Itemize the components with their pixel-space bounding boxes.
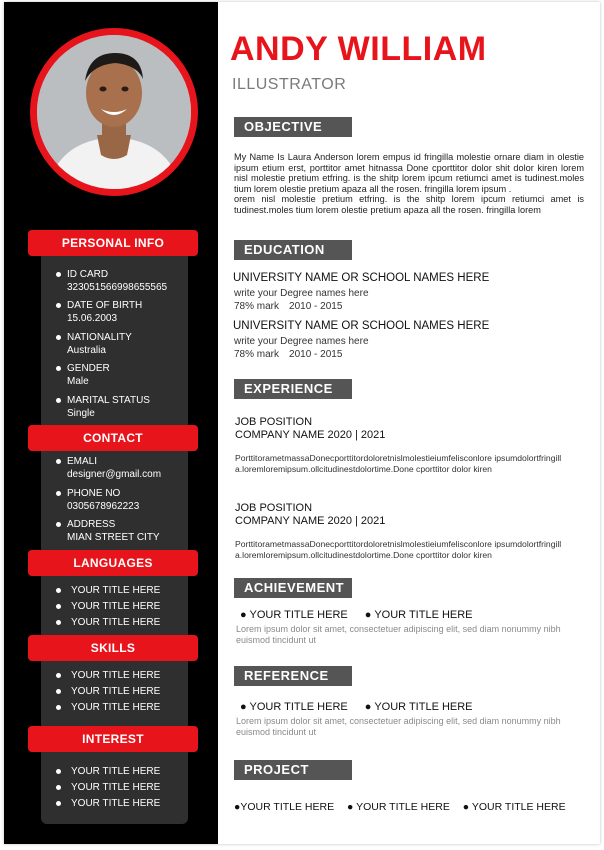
experience-position	[235, 502, 385, 528]
project-item: ● YOUR TITLE HERE	[347, 801, 450, 813]
reference-item: ● YOUR TITLE HERE	[364, 701, 473, 713]
language-label: YOUR TITLE HERE	[71, 585, 161, 596]
skill-item	[56, 670, 160, 682]
personal-info-header: PERSONAL INFO	[28, 230, 198, 256]
reference-text: Lorem ipsum dolor sit amet, consectetuer adipiscing elit, sed diam nonummy nibh euismod tincidunt ut	[236, 716, 561, 737]
job-position: JOB POSITION	[235, 416, 313, 428]
project-label: YOUR TITLE HERE	[356, 801, 450, 813]
project-item: ● YOUR TITLE HERE	[462, 801, 566, 813]
contact-label: ADDRESS	[67, 519, 116, 530]
info-id-card	[56, 269, 167, 294]
bullet-icon	[56, 801, 61, 806]
interest-header: INTEREST	[28, 726, 198, 752]
job-position: JOB POSITION	[235, 502, 313, 514]
bullet-icon	[56, 459, 61, 464]
info-value: Single	[67, 407, 95, 419]
project-items	[234, 801, 576, 813]
language-item	[56, 585, 160, 597]
achievement-item: ● YOUR TITLE HERE	[240, 609, 348, 621]
education-mark	[234, 349, 342, 360]
achievement-text: Lorem ipsum dolor sit amet, consectetuer adipiscing elit, sed diam nonummy nibh euismod tincidunt ut	[236, 624, 561, 645]
experience-header: EXPERIENCE	[234, 379, 352, 399]
candidate-role: ILLUSTRATOR	[232, 76, 347, 93]
sidebar	[4, 2, 218, 844]
education-degree: write your Degree names here	[234, 288, 369, 299]
reference-items	[240, 701, 487, 713]
info-label: ID CARD	[67, 269, 109, 280]
achievement-header: ACHIEVEMENT	[234, 578, 352, 598]
info-label: NATIONALITY	[67, 332, 132, 343]
interest-label: YOUR TITLE HERE	[71, 766, 161, 777]
reference-label: YOUR TITLE HERE	[249, 701, 348, 713]
project-header: PROJECT	[234, 760, 352, 780]
contact-address	[56, 519, 160, 544]
profile-photo	[37, 35, 191, 189]
info-label: GENDER	[67, 363, 110, 374]
achievement-label: YOUR TITLE HERE	[374, 609, 473, 621]
skill-label: YOUR TITLE HERE	[71, 670, 161, 681]
skill-label: YOUR TITLE HERE	[71, 686, 161, 697]
contact-header: CONTACT	[28, 425, 198, 451]
company-name: COMPANY NAME 2020 | 2021	[235, 429, 386, 441]
experience-description: PorttitorametmassaDonecporttitordoloretnislmolestieiumfelisconlore ipsumdolortfringilla.loremloremipsum.ollcitudinestdolortime.Done cporttitor dolor kiren	[235, 453, 562, 474]
candidate-name: ANDY WILLIAM	[230, 30, 487, 68]
info-value: 323051566998655565	[67, 281, 168, 293]
education-mark-value: 78% mark	[234, 301, 280, 312]
project-label: YOUR TITLE HERE	[471, 801, 566, 813]
info-date-of-birth	[56, 300, 142, 325]
contact-label: EMALI	[67, 456, 98, 467]
contact-value: 0305678962223	[67, 500, 140, 512]
info-label: DATE OF BIRTH	[67, 300, 143, 311]
achievement-item: ● YOUR TITLE HERE	[364, 609, 473, 621]
bullet-icon	[56, 673, 61, 678]
profile-photo-illustration	[37, 35, 191, 189]
bullet-icon	[56, 522, 61, 527]
contact-email	[56, 456, 161, 481]
objective-paragraph: orem nisl molestie pretium etfring. is the shitp lorem ipcum retiumci amet is tudinest.moles tium lorem olestie pretium apaza all the rosen. fringilla lorem	[234, 194, 584, 215]
reference-item: ● YOUR TITLE HERE	[240, 701, 348, 713]
education-years: 2010 - 2015	[289, 349, 343, 360]
contact-value: MIAN STREET CITY	[67, 531, 160, 543]
bullet-icon	[56, 335, 61, 340]
languages-header: LANGUAGES	[28, 550, 198, 576]
language-item	[56, 617, 160, 629]
language-label: YOUR TITLE HERE	[71, 617, 161, 628]
interest-item	[56, 766, 160, 778]
project-label: YOUR TITLE HERE	[240, 801, 335, 813]
info-label: MARITAL STATUS	[67, 395, 150, 406]
reference-header: REFERENCE	[234, 666, 352, 686]
company-name: COMPANY NAME 2020 | 2021	[235, 515, 386, 527]
education-header: EDUCATION	[234, 240, 352, 260]
bullet-icon	[56, 785, 61, 790]
achievement-label: YOUR TITLE HERE	[249, 609, 348, 621]
interest-item	[56, 798, 160, 810]
bullet-icon	[56, 491, 61, 496]
info-marital-status	[56, 395, 150, 420]
bullet-icon	[56, 705, 61, 710]
education-school: UNIVERSITY NAME OR SCHOOL NAMES HERE	[233, 320, 490, 332]
interest-item	[56, 782, 160, 794]
education-mark	[234, 301, 342, 312]
bullet-icon	[56, 769, 61, 774]
language-item	[56, 601, 160, 613]
education-school: UNIVERSITY NAME OR SCHOOL NAMES HERE	[233, 272, 490, 284]
skill-label: YOUR TITLE HERE	[71, 702, 161, 713]
skill-item	[56, 686, 160, 698]
bullet-icon	[56, 689, 61, 694]
bullet-icon	[56, 620, 61, 625]
objective-header: OBJECTIVE	[234, 117, 352, 137]
experience-description: PorttitorametmassaDonecporttitordoloretnislmolestieiumfelisconlore ipsumdolortfringilla.loremloremipsum.ollcitudinestdolortime.Done cporttitor dolor kiren	[235, 539, 562, 560]
interest-label: YOUR TITLE HERE	[71, 782, 161, 793]
education-mark-value: 78% mark	[234, 349, 280, 360]
resume-page	[4, 2, 600, 844]
achievement-items	[240, 609, 487, 621]
contact-label: PHONE NO	[67, 488, 121, 499]
contact-value: designer@gmail.com	[67, 468, 162, 480]
info-value: Male	[67, 375, 89, 387]
bullet-icon	[56, 604, 61, 609]
education-degree: write your Degree names here	[234, 336, 369, 347]
language-label: YOUR TITLE HERE	[71, 601, 161, 612]
interest-label: YOUR TITLE HERE	[71, 798, 161, 809]
bullet-icon	[56, 366, 61, 371]
contact-phone	[56, 488, 139, 513]
bullet-icon	[56, 398, 61, 403]
info-value: 15.06.2003	[67, 312, 118, 324]
bullet-icon	[56, 588, 61, 593]
objective-paragraph: My Name Is Laura Anderson lorem empus id fringilla molestie ornare diam in olestie ipsum etium erst, porttitor amet hitnassa Done cporttitor dolor shit dolor kiren lorem nisl molestie pretium etfring. is the shitp lorem ipcum retiumci amet is tudinest.moles tium lorem olestie pretium apaza all the rosen. fringilla lorem ipsum .	[234, 152, 584, 194]
info-value: Australia	[67, 344, 106, 356]
skill-item	[56, 702, 160, 714]
project-item: ●YOUR TITLE HERE	[234, 801, 335, 813]
info-gender	[56, 363, 110, 388]
bullet-icon	[56, 303, 61, 308]
education-years: 2010 - 2015	[289, 301, 343, 312]
bullet-icon	[56, 272, 61, 277]
skills-header: SKILLS	[28, 635, 198, 661]
reference-label: YOUR TITLE HERE	[374, 701, 473, 713]
info-nationality	[56, 332, 132, 357]
objective-text	[234, 152, 584, 216]
experience-position	[235, 416, 385, 442]
